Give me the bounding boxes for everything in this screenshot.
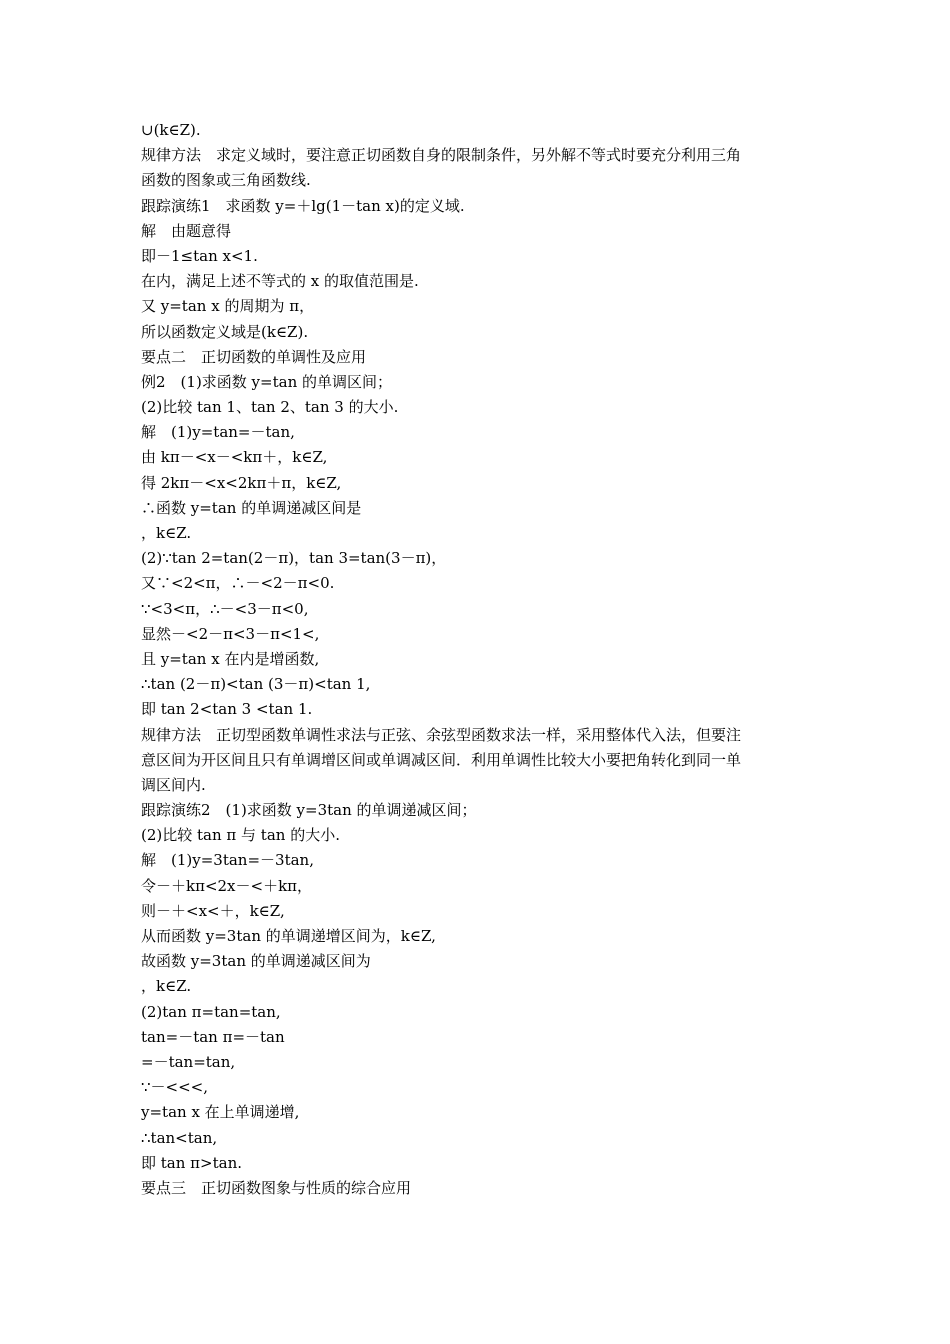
solution-line: 解 (1)y=3tan=－3tan,: [141, 851, 314, 870]
text-line: 在内，满足上述不等式的 x 的取值范围是.: [141, 272, 419, 291]
text-line: 即 tan 2<tan 3 <tan 1.: [141, 700, 313, 719]
text-line: 得 2kπ－<x<2kπ＋π，k∈Z,: [141, 473, 342, 492]
text-line: 故函数 y=3tan 的单调递减区间为: [141, 952, 371, 971]
text-line: (2)比较 tan π 与 tan 的大小.: [141, 826, 340, 845]
text-line: 则－＋<x<＋，k∈Z,: [141, 901, 285, 920]
text-line: 由 kπ－<x－<kπ＋，k∈Z,: [141, 448, 328, 467]
section-heading: 要点三 正切函数图象与性质的综合应用: [141, 1178, 412, 1197]
text-line: ，k∈Z.: [141, 977, 192, 996]
text-line: (2)比较 tan 1、tan 2、tan 3 的大小.: [141, 398, 399, 417]
text-line: tan=－tan π=－tan: [141, 1027, 285, 1046]
exercise-heading: 跟踪演练2 (1)求函数 y=3tan 的单调递减区间；: [141, 801, 477, 820]
section-heading: 要点二 正切函数的单调性及应用: [141, 347, 367, 366]
exercise-heading: 跟踪演练1 求函数 y=＋lg(1－tan x)的定义域.: [141, 196, 465, 215]
method-note-line: 规律方法 正切型函数单调性求法与正弦、余弦型函数求法一样，采用整体代入法，但要注: [141, 725, 742, 744]
text-line: ∪(k∈Z).: [141, 121, 201, 139]
text-line: ∴函数 y=tan 的单调递减区间是: [141, 498, 362, 517]
text-line: =－tan=tan,: [141, 1052, 236, 1071]
text-line: 意区间为开区间且只有单调增区间或单调减区间．利用单调性比较大小要把角转化到同一单: [141, 750, 742, 769]
text-line: ∵<3<π，∴－<3－π<0,: [141, 599, 309, 618]
text-line: y=tan x 在上单调递增,: [141, 1103, 300, 1122]
text-line: 又 y=tan x 的周期为 π，: [141, 297, 315, 316]
text-line: 令－＋kπ<2x－<＋kπ，: [141, 876, 313, 895]
text-line: 函数的图象或三角函数线.: [141, 171, 311, 190]
text-line: (2)tan π=tan=tan,: [141, 1002, 281, 1021]
text-line: 从而函数 y=3tan 的单调递增区间为，k∈Z,: [141, 927, 436, 945]
text-line: 显然－<2－π<3－π<1<,: [141, 624, 320, 643]
text-line: ，k∈Z.: [141, 524, 192, 542]
text-line: 又∵<2<π，∴－<2－π<0.: [141, 574, 335, 593]
text-line: ∴tan<tan,: [141, 1128, 218, 1147]
text-line: 即 tan π>tan.: [141, 1153, 242, 1172]
text-line: 调区间内.: [141, 775, 206, 794]
method-note-line: 规律方法 求定义域时，要注意正切函数自身的限制条件，另外解不等式时要充分利用三角: [141, 146, 742, 165]
document-body: [141, 118, 813, 1201]
text-line: 所以函数定义域是(k∈Z).: [141, 322, 309, 341]
text-line: 即－1≤tan x<1.: [141, 246, 258, 265]
text-line: 且 y=tan x 在内是增函数,: [141, 649, 320, 668]
text-line: ∵－<<<,: [141, 1078, 209, 1097]
solution-line: 解 (1)y=tan=－tan,: [141, 423, 295, 442]
solution-line: 解 由题意得: [141, 221, 232, 240]
example-heading: 例2 (1)求函数 y=tan 的单调区间；: [141, 372, 393, 391]
text-line: ∴tan (2－π)<tan (3－π)<tan 1,: [141, 675, 371, 694]
text-line: (2)∵tan 2=tan(2－π)，tan 3=tan(3－π)，: [141, 549, 447, 568]
